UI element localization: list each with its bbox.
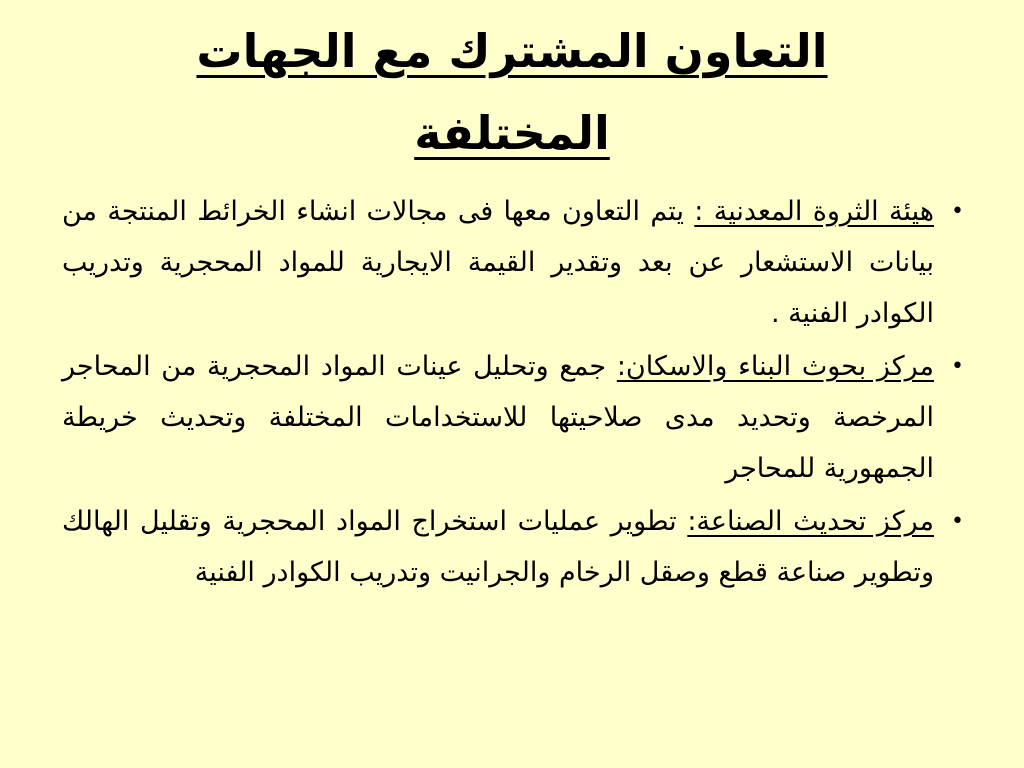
bullet-text-housing-research: جمع وتحليل عينات المواد المحجرية من المحاجر المرخصة وتحديد مدى صلاحيتها للاستخدامات المختلفة وتحديث خريطة الجمهورية للمحاجر: [62, 351, 934, 484]
bullet-text-mineral-resources: يتم التعاون معها فى مجالات انشاء الخرائط المنتجة من بيانات الاستشعار عن بعد وتقدير القيمة الايجارية للمواد المحجرية وتدريب الكوادر الفنية .: [62, 196, 934, 329]
bullet-dot: •: [951, 354, 964, 379]
bullet-text-industry-modernization: تطوير عمليات استخراج المواد المحجرية وتقليل الهالك وتطوير صناعة قطع وصقل الرخام والجرانيت وتدريب الكوادر الفنية: [62, 506, 934, 588]
bullet-item-mineral-resources: [62, 186, 964, 339]
title-line-1: التعاون المشترك مع الجهات: [196, 24, 828, 78]
bullet-lead-housing-research: مركز بحوث البناء والاسكان:: [616, 351, 934, 382]
bullet-item-industry-modernization: [62, 496, 964, 598]
title-line-2: المختلفة: [414, 106, 610, 160]
bullet-lead-mineral-resources: هيئة الثروة المعدنية :: [694, 196, 934, 227]
bullet-dot: •: [951, 509, 964, 534]
bullet-list: [62, 186, 964, 600]
bullet-lead-industry-modernization: مركز تحديث الصناعة:: [687, 506, 934, 537]
bullet-item-housing-research: [62, 341, 964, 494]
slide-title: [90, 10, 934, 174]
bullet-dot: •: [951, 199, 964, 224]
